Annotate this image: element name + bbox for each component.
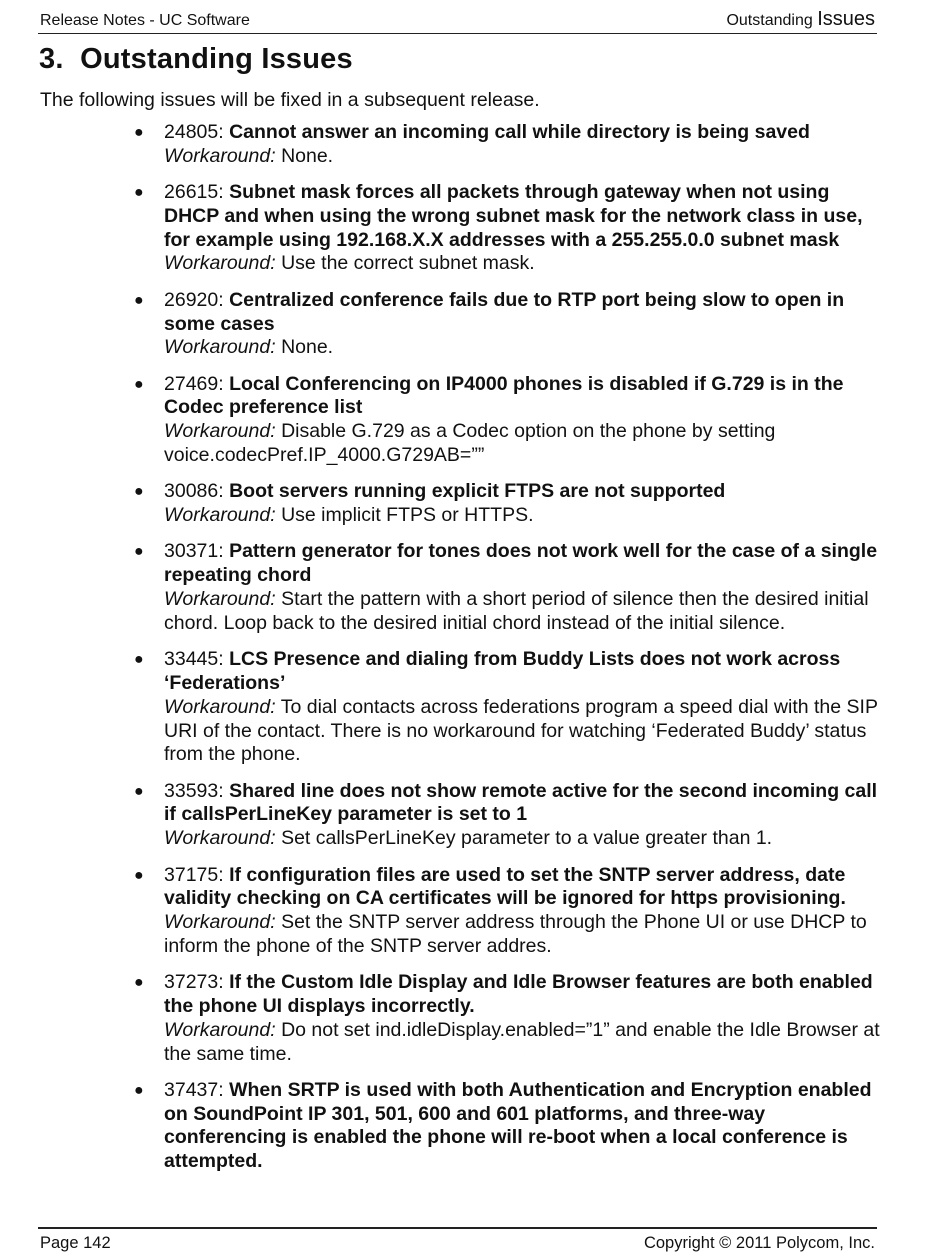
issue-title: Cannot answer an incoming call while directory is being saved	[229, 121, 810, 143]
section-title: Outstanding Issues	[80, 43, 353, 75]
issue-item	[134, 372, 880, 468]
issue-id: 30371:	[164, 540, 224, 563]
issue-item	[134, 971, 880, 1066]
workaround-label: Workaround:	[164, 827, 276, 850]
workaround-label: Workaround:	[164, 588, 276, 611]
workaround-text: Set the SNTP server address through the Phone UI or use DHCP to inform the phone of the SNTP server addres.	[164, 911, 867, 957]
workaround-text: Use implicit FTPS or HTTPS.	[281, 504, 534, 527]
issue-title: Boot servers running explicit FTPS are not supported	[229, 480, 726, 503]
workaround-text: To dial contacts across federations program a speed dial with the SIP URI of the contact. There is no workaround for watching ‘Federated Buddy’ status from the phone.	[164, 695, 878, 766]
bullet-icon: ●	[134, 543, 144, 561]
issue-id: 27469:	[164, 372, 224, 395]
workaround-text: Start the pattern with a short period of silence then the desired initial chord. Loop back to the desired initial chord instead of the initial silence.	[164, 588, 869, 634]
section-number: 3.	[39, 43, 64, 75]
bullet-icon: ●	[134, 184, 144, 202]
workaround-text: Disable G.729 as a Codec option on the phone by setting voice.codecPref.IP_4000.G729AB=””	[164, 420, 776, 467]
page-number: Page 142	[40, 1234, 111, 1252]
page-footer	[38, 1227, 877, 1257]
issue-item	[134, 288, 880, 360]
bullet-icon: ●	[134, 782, 144, 800]
header-doc-title: Release Notes - UC Software	[40, 12, 250, 29]
workaround-text: None.	[281, 144, 334, 167]
workaround-label: Workaround:	[164, 336, 276, 359]
issue-title: When SRTP is used with both Authentication and Encryption enabled on SoundPoint IP 301, 501, 600 and 601 platforms, and three-way conferencing is enabled the phone will re-boot when a local conference is attempted.	[164, 1078, 872, 1173]
issue-id: 37273:	[164, 971, 224, 994]
issue-title: If configuration files are used to set the SNTP server address, date validity checking on CA certificates will be ignored for https provisioning.	[164, 863, 846, 910]
issue-id: 33445:	[164, 648, 224, 671]
bullet-icon: ●	[134, 483, 144, 501]
bullet-icon: ●	[134, 866, 144, 884]
issue-id: 33593:	[164, 779, 224, 802]
bullet-icon: ●	[134, 651, 144, 669]
workaround-label: Workaround:	[164, 252, 276, 275]
workaround-label: Workaround:	[164, 504, 276, 527]
issue-title: Pattern generator for tones does not work well for the case of a single repeating chord	[164, 540, 878, 587]
workaround-label: Workaround:	[164, 144, 276, 167]
bullet-icon: ●	[134, 375, 144, 393]
issue-id: 24805:	[164, 121, 224, 143]
header-section-word-2: Issues	[817, 8, 875, 30]
issue-item	[134, 779, 880, 851]
issue-item	[134, 121, 880, 169]
workaround-label: Workaround:	[164, 911, 276, 934]
issue-item	[134, 648, 880, 767]
issue-item	[134, 480, 880, 528]
workaround-text: None.	[281, 336, 334, 359]
workaround-label: Workaround:	[164, 420, 276, 443]
header-section-word-1: Outstanding	[726, 12, 813, 29]
issue-id: 26615:	[164, 181, 224, 204]
workaround-label: Workaround:	[164, 1018, 276, 1041]
bullet-icon: ●	[134, 291, 144, 309]
issue-id: 37175:	[164, 863, 224, 886]
issue-title: Local Conferencing on IP4000 phones is disabled if G.729 is in the Codec preference list	[164, 372, 844, 419]
section-heading	[39, 43, 353, 76]
issue-title: If the Custom Idle Display and Idle Browser features are both enabled the phone UI displays incorrectly.	[164, 971, 873, 1017]
issue-item	[134, 1078, 880, 1174]
bullet-icon: ●	[134, 1081, 144, 1099]
issue-item	[134, 181, 880, 276]
issue-id: 26920:	[164, 288, 224, 311]
copyright: Copyright © 2011 Polycom, Inc.	[643, 1234, 875, 1252]
workaround-label: Workaround:	[164, 695, 276, 718]
workaround-text: Do not set ind.idleDisplay.enabled=”1” and enable the Idle Browser at the same time.	[164, 1018, 880, 1065]
page-header	[38, 8, 877, 34]
issue-title: Centralized conference fails due to RTP port being slow to open in some cases	[164, 288, 845, 335]
issue-item	[134, 863, 880, 959]
issue-item	[134, 540, 880, 635]
issue-id: 30086:	[164, 480, 224, 503]
issue-title: LCS Presence and dialing from Buddy Lists does not work across ‘Federations’	[164, 648, 841, 694]
issue-list	[134, 121, 880, 1187]
issue-title: Shared line does not show remote active for the second incoming call if callsPerLineKey parameter is set to 1	[164, 779, 878, 826]
bullet-icon: ●	[134, 124, 144, 141]
workaround-text: Use the correct subnet mask.	[281, 252, 535, 275]
workaround-text: Set callsPerLineKey parameter to a value greater than 1.	[281, 827, 773, 850]
bullet-icon: ●	[134, 974, 144, 992]
header-section-title	[726, 8, 875, 31]
issue-title: Subnet mask forces all packets through gateway when not using DHCP and when using the wrong subnet mask for the network class in use, for example using 192.168.X.X addresses with a 255.255.0.0 subnet mask	[164, 181, 863, 251]
issue-id: 37437:	[164, 1078, 224, 1101]
section-intro: The following issues will be fixed in a subsequent release.	[40, 89, 540, 111]
